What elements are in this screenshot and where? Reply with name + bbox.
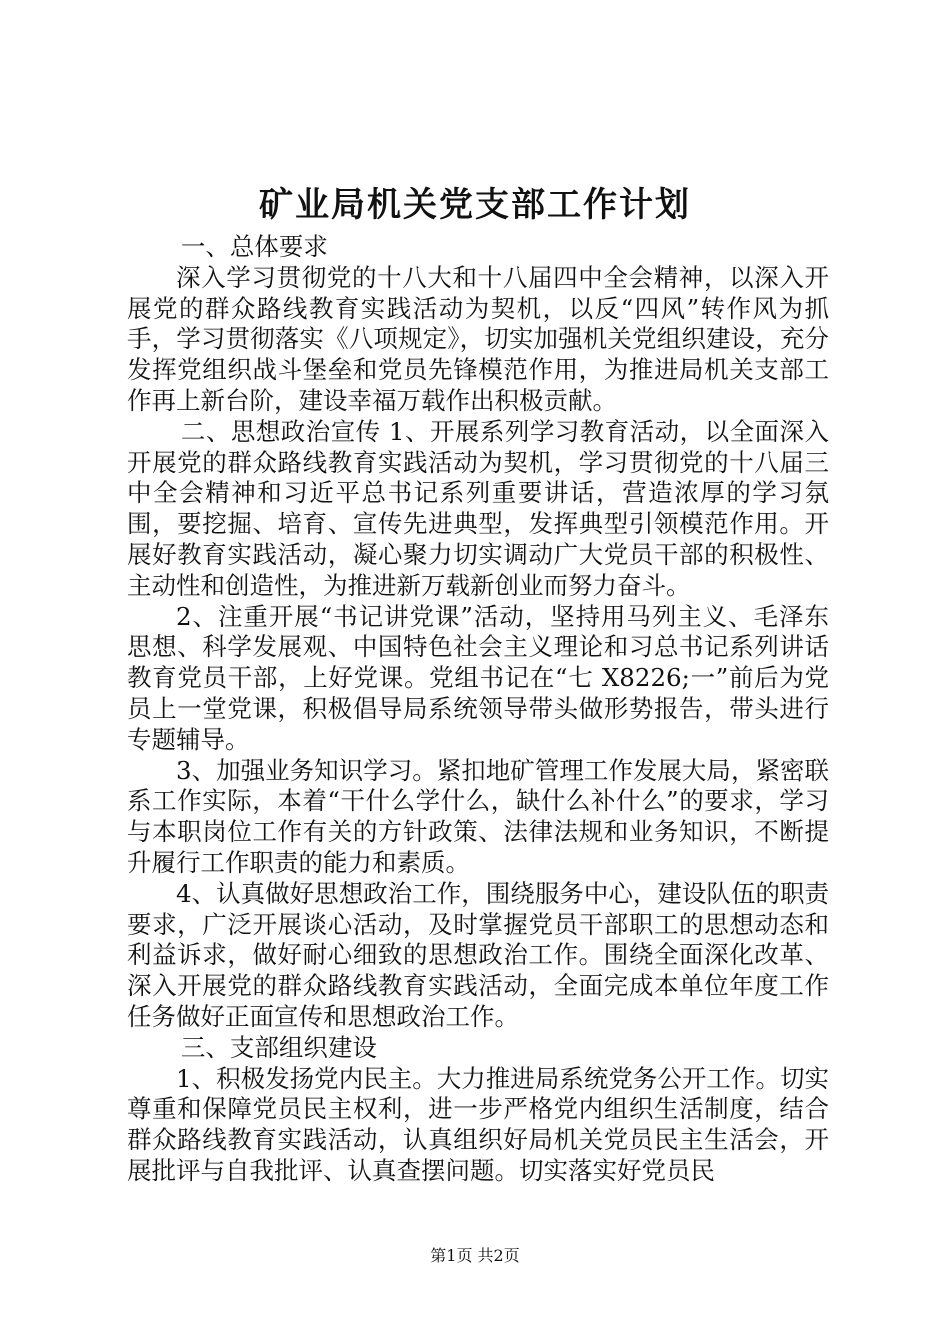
paragraph: 1、积极发扬党内民主。大力推进局系统党务公开工作。切实尊重和保障党员民主权利，进一步严格党内组织生活制度，结合群众路线教育实践活动，认真组织好局机关党员民主生活会，开展批评与自我批评、认真查摆问题。切实落实好党员民 [127,1063,829,1185]
paragraph: 3、加强业务知识学习。紧扣地矿管理工作发展大局，紧密联系工作实际，本着“干什么学什么，缺什么补什么”的要求，学习与本职岗位工作有关的方针政策、法律法规和业务知识，不断提升履行工作职责的能力和素质。 [127,755,829,877]
paragraph: 二、思想政治宣传 1、开展系列学习教育活动，以全面深入开展党的群众路线教育实践活动为契机，学习贯彻党的十八届三中全会精神和习近平总书记系列重要讲话，营造浓厚的学习氛围，要挖掘、培育、宣传先进典型，发挥典型引领模范作用。开展好教育实践活动，凝心聚力切实调动广大党员干部的积极性、主动性和创造性，为推进新万载新创业而努力奋斗。 [127,416,829,600]
section-heading: 三、支部组织建设 [180,1032,377,1062]
document-title: 矿业局机关党支部工作计划 [259,185,691,225]
paragraph: 2、注重开展“书记讲党课”活动，坚持用马列主义、毛泽东思想、科学发展观、中国特色社会主义理论和习总书记系列讲话教育党员干部，上好党课。党组书记在“七 X8226;一”前后为党员上一堂党课，积极倡导局系统领导带头做形势报告，带头进行专题辅导。 [127,601,829,754]
page-footer: 第1页 共2页 [430,1246,520,1265]
section-heading: 一、总体要求 [180,232,328,261]
paragraph: 深入学习贯彻党的十八大和十八届四中全会精神，以深入开展党的群众路线教育实践活动为契机，以反“四风”转作风为抓手，学习贯彻落实《八项规定》，切实加强机关党组织建设，充分发挥党组织战斗堡垒和党员先锋模范作用，为推进局机关支部工作再上新台阶，建设幸福万载作出积极贡献。 [127,262,829,415]
paragraph: 4、认真做好思想政治工作，围绕服务中心，建设队伍的职责要求，广泛开展谈心活动，及时掌握党员干部职工的思想动态和利益诉求，做好耐心细致的思想政治工作。围绕全面深化改革、深入开展党的群众路线教育实践活动，全面完成本单位年度工作任务做好正面宣传和思想政治工作。 [127,878,829,1031]
document-body [127,232,829,1187]
